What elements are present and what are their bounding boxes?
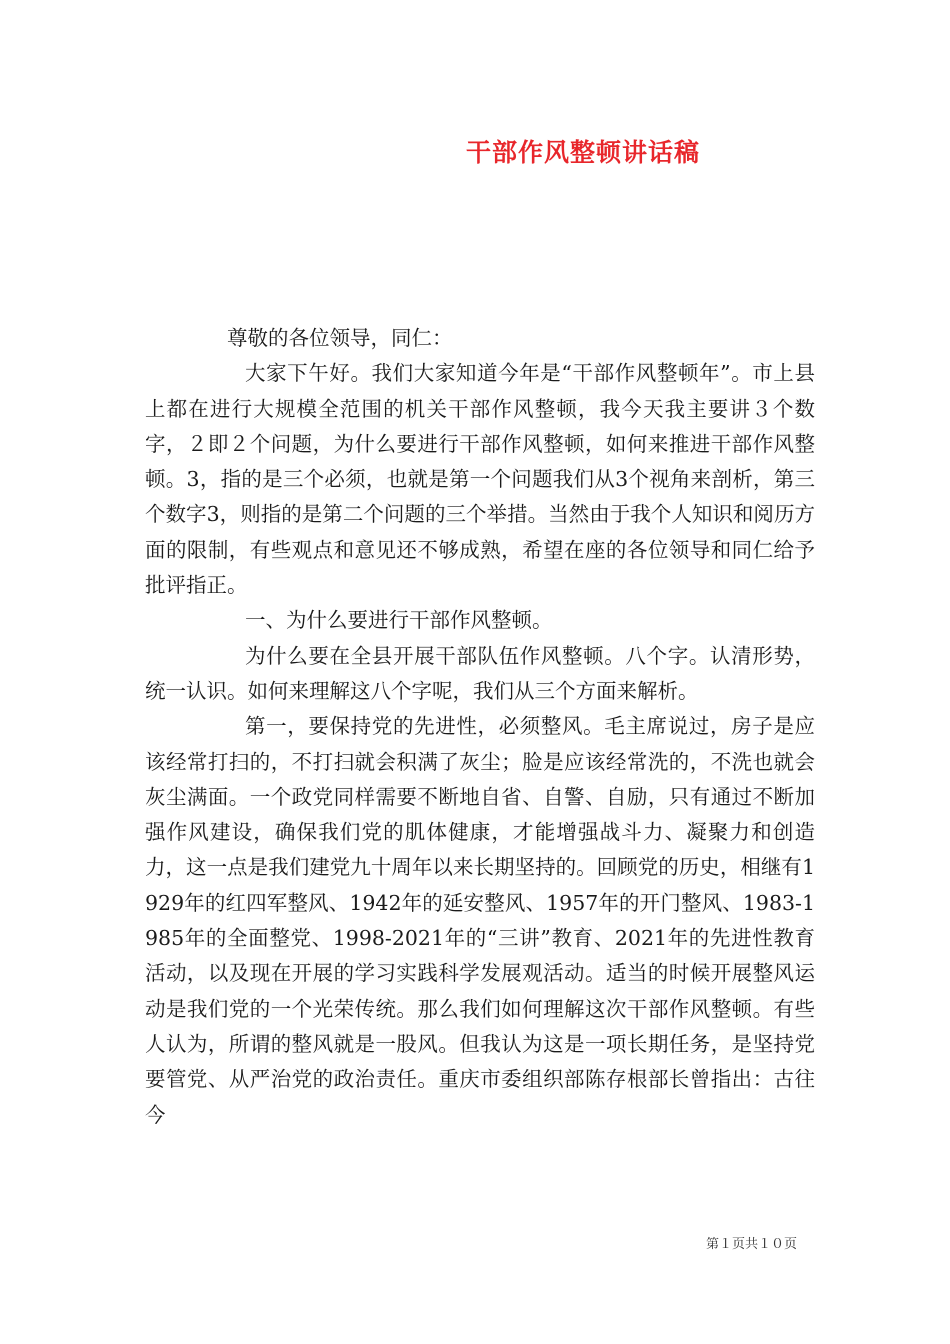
paragraph-intro: 大家下午好。我们大家知道今年是“干部作风整顿年”。市上县上都在进行大规模全范围的机关干部作风整顿，我今天我主要讲３个数字，２即２个问题，为什么要进行干部作风整顿，如何来推进干部作风整顿。3，指的是三个必须，也就是第一个问题我们从3个视角来剖析，第三个数字3，则指的是第二个问题的三个举措。当然由于我个人知识和阅历方面的限制，有些观点和意见还不够成熟，希望在座的各位领导和同仁给予批评指正。: [145, 361, 815, 598]
section-heading-1: 一、为什么要进行干部作风整顿。: [245, 608, 553, 633]
document-title: 干部作风整顿讲话稿: [466, 138, 701, 167]
paragraph-reasons: 为什么要在全县开展干部队伍作风整顿。八个字。认清形势，统一认识。如何来理解这八个字呢，我们从三个方面来解析。: [145, 643, 815, 703]
document-body: [145, 321, 815, 1133]
paragraph-first-point: 第一，要保持党的先进性，必须整风。毛主席说过，房子是应该经常打扫的，不打扫就会积满了灰尘；脸是应该经常洗的，不洗也就会灰尘满面。一个政党同样需要不断地自省、自警、自励，只有通过不断加强作风建设，确保我们党的肌体健康，才能增强战斗力、凝聚力和创造力，这一点是我们建党九十周年以来长期坚持的。回顾党的历史，相继有1929年的红四军整风、1942年的延安整风、1957年的开门整风、1983-1985年的全面整党、1998-2021年的“三讲”教育、2021年的先进性教育活动，以及现在开展的学习实践科学发展观活动。适当的时候开展整风运动是我们党的一个光荣传统。那么我们如何理解这次干部作风整顿。有些人认为，所谓的整风就是一股风。但我认为这是一项长期任务，是坚持党要管党、从严治党的政治责任。重庆市委组织部陈存根部长曾指出：古往今: [145, 714, 815, 1127]
page-number-footer: 第１页共１０页: [706, 1237, 798, 1252]
greeting-line: 尊敬的各位领导，同仁：: [227, 326, 453, 350]
